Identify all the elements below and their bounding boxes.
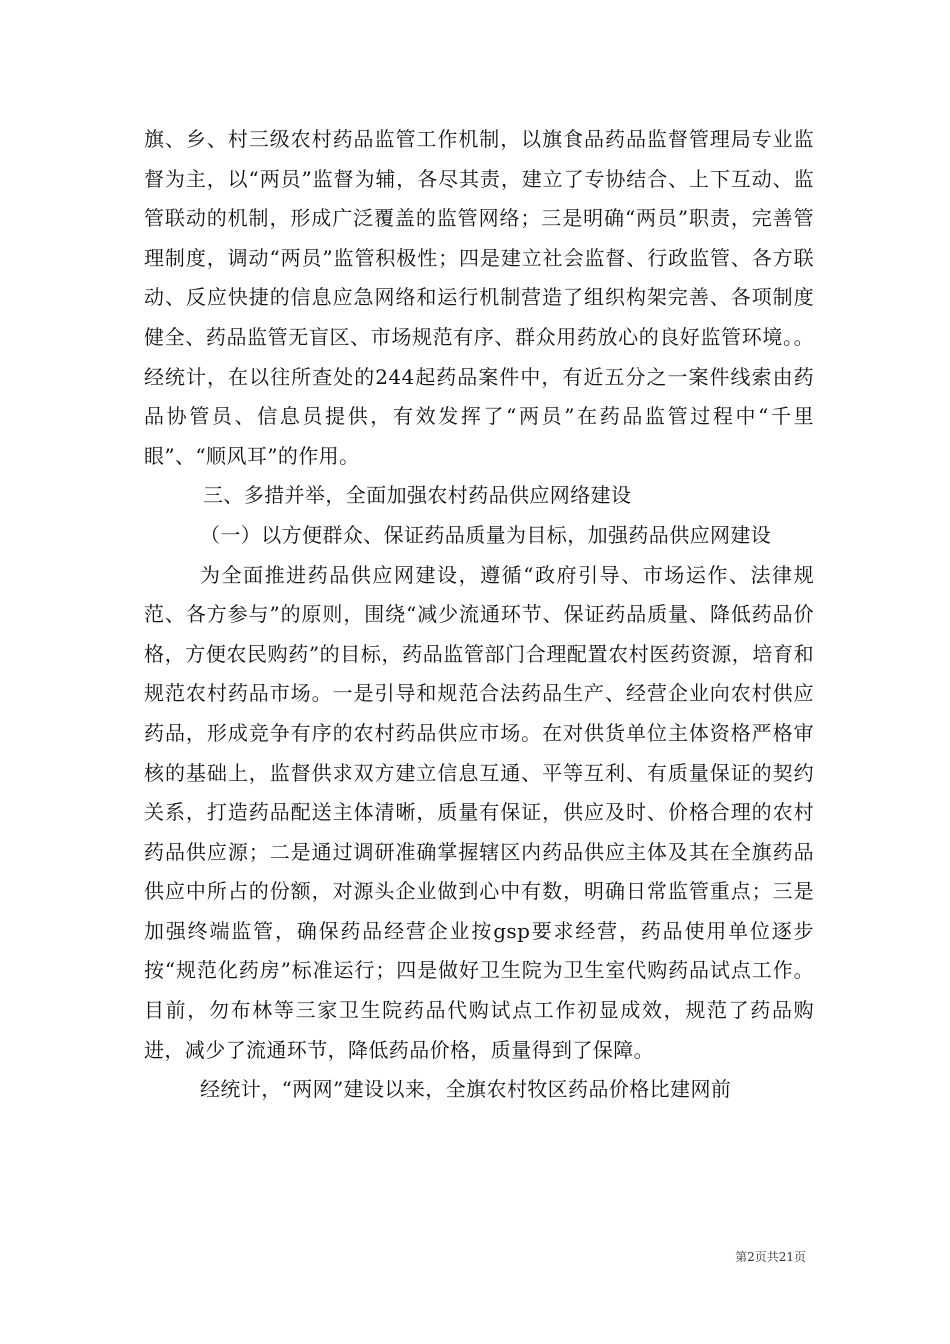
- paragraph: 经统计，“两网”建设以来，全旗农村牧区药品价格比建网前: [200, 1077, 732, 1102]
- document-body: [144, 120, 814, 1110]
- subsection-heading: （一）以方便群众、保证药品质量为目标，加强药品供应网建设: [200, 522, 772, 547]
- page-number-footer: 第2页共21页: [735, 1250, 806, 1264]
- paragraph-continued: 旗、乡、村三级农村药品监管工作机制，以旗食品药品监督管理局专业监督为主，以“两员”监督为辅，各尽其责，建立了专协结合、上下互动、监管联动的机制，形成广泛覆盖的监管网络；三是明确“两员”职责，完善管理制度，调动“两员”监管积极性；四是建立社会监督、行政监管、各方联动、反应快捷的信息应急网络和运行机制营造了组织构架完善、各项制度健全、药品监管无盲区、市场规范有序、群众用药放心的良好监管环境。。经统计，在以往所查处的244起药品案件中，有近五分之一案件线索由药品协管员、信息员提供，有效发挥了“两员”在药品监管过程中“千里眼”、“顺风耳”的作用。: [144, 127, 814, 468]
- section-heading: 三、多措并举，全面加强农村药品供应网络建设: [203, 483, 632, 508]
- paragraph: 为全面推进药品供应网建设，遵循“政府引导、市场运作、法律规范、各方参与”的原则，围绕“减少流通环节、保证药品质量、降低药品价格，方便农民购药”的目标，药品监管部门合理配置农村医药资源，培育和规范农村药品市场。一是引导和规范合法药品生产、经营企业向农村供应药品，形成竞争有序的农村药品供应市场。在对供货单位主体资格严格审核的基础上，监督供求双方建立信息互通、平等互利、有质量保证的契约关系，打造药品配送主体清晰，质量有保证，供应及时、价格合理的农村药品供应源；二是通过调研准确掌握辖区内药品供应主体及其在全旗药品供应中所占的份额，对源头企业做到心中有数，明确日常监管重点；三是加强终端监管，确保药品经营企业按gsp要求经营，药品使用单位逐步按“规范化药房”标准运行；四是做好卫生院为卫生室代购药品试点工作。目前，勿布林等三家卫生院药品代购试点工作初显成效，规范了药品购进，减少了流通环节，降低药品价格，质量得到了保障。: [144, 562, 814, 1062]
